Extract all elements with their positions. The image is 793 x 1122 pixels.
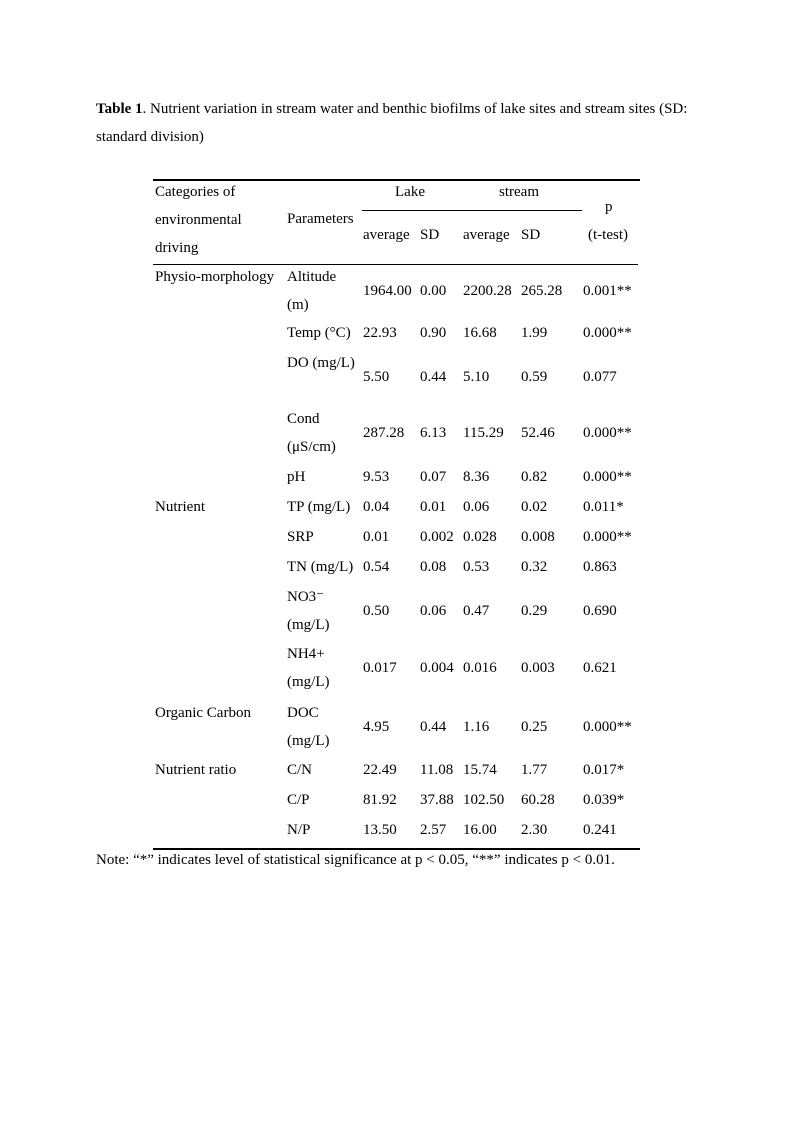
- table-cell-stream-sd: 265.28: [521, 283, 563, 299]
- header-parameters: Parameters: [287, 211, 354, 227]
- table-cell-param: TP (mg/L): [287, 499, 351, 515]
- table-cell-param: pH: [287, 469, 306, 485]
- table-cell-p: 0.077: [583, 369, 617, 385]
- table-cell-lake-avg: 0.50: [363, 603, 390, 619]
- table-cell-stream-sd: 0.02: [521, 499, 548, 515]
- table-cell-stream-sd: 1.77: [521, 762, 548, 778]
- table-cell-p: 0.690: [583, 603, 617, 619]
- table-cell-lake-sd: 37.88: [420, 792, 454, 808]
- header-ttest: (t-test): [588, 227, 628, 243]
- table-cell-stream-avg: 1.16: [463, 719, 490, 735]
- table-note: Note: “*” indicates level of statistical significance at p < 0.05, “**” indicates p < 0.01.: [96, 852, 615, 868]
- table-cell-p: 0.000**: [583, 529, 632, 545]
- table-cell-param: SRP: [287, 529, 314, 545]
- table-caption: [96, 95, 736, 151]
- header-sd-lake: SD: [420, 227, 440, 243]
- table-cell-lake-sd: 0.002: [420, 529, 454, 545]
- table-cell-param: TN (mg/L): [287, 559, 354, 575]
- table-cell-lake-avg: 13.50: [363, 822, 397, 838]
- table-cell-stream-sd: 0.29: [521, 603, 548, 619]
- table-cell-lake-avg: 81.92: [363, 792, 397, 808]
- table-cell-stream-avg: 0.06: [463, 499, 490, 515]
- table-cell-stream-avg: 16.68: [463, 325, 497, 341]
- table-cell-p: 0.621: [583, 660, 617, 676]
- table-cell-stream-avg: 8.36: [463, 469, 490, 485]
- table-cell-param: Altitude (m): [287, 269, 337, 313]
- table-cell-stream-sd: 0.008: [521, 529, 555, 545]
- table-cell-stream-sd: 60.28: [521, 792, 555, 808]
- table-cell-p: 0.001**: [583, 283, 632, 299]
- top-rule: [153, 179, 640, 181]
- header-average-lake: average: [363, 227, 410, 243]
- table-cell-p: 0.863: [583, 559, 617, 575]
- table-cell-stream-avg: 0.53: [463, 559, 490, 575]
- table-cell-lake-sd: 0.07: [420, 469, 447, 485]
- table-cell-p: 0.000**: [583, 425, 632, 441]
- table-cell-param: DOC (mg/L): [287, 705, 330, 749]
- table-cell-lake-sd: 0.44: [420, 369, 447, 385]
- table-cell-p: 0.000**: [583, 719, 632, 735]
- table-cell-stream-sd: 0.003: [521, 660, 555, 676]
- table-cell-category: Organic Carbon: [155, 705, 251, 721]
- lake-subrule: [362, 210, 462, 211]
- header-rule: [153, 264, 638, 265]
- table-cell-lake-avg: 0.01: [363, 529, 390, 545]
- table-cell-lake-sd: 6.13: [420, 425, 447, 441]
- table-cell-p: 0.017*: [583, 762, 625, 778]
- table-cell-stream-sd: 52.46: [521, 425, 555, 441]
- table-cell-lake-avg: 287.28: [363, 425, 405, 441]
- table-cell-category: Nutrient ratio: [155, 762, 237, 778]
- table-cell-p: 0.039*: [583, 792, 625, 808]
- table-cell-lake-avg: 22.49: [363, 762, 397, 778]
- table-cell-stream-avg: 16.00: [463, 822, 497, 838]
- table-cell-lake-sd: 0.90: [420, 325, 447, 341]
- table-cell-param: DO (mg/L): [287, 355, 355, 371]
- table-cell-p: 0.000**: [583, 325, 632, 341]
- table-cell-stream-avg: 0.47: [463, 603, 490, 619]
- table-cell-stream-sd: 0.82: [521, 469, 548, 485]
- table-cell-lake-sd: 0.08: [420, 559, 447, 575]
- table-cell-stream-avg: 15.74: [463, 762, 497, 778]
- table-cell-category: Nutrient: [155, 499, 205, 515]
- table-cell-stream-avg: 102.50: [463, 792, 505, 808]
- table-cell-stream-avg: 2200.28: [463, 283, 512, 299]
- table-cell-lake-avg: 1964.00: [363, 283, 412, 299]
- stream-subrule: [462, 210, 582, 211]
- header-category: Categories of environmental driving: [155, 184, 242, 256]
- table-cell-lake-avg: 0.04: [363, 499, 390, 515]
- table-cell-lake-sd: 0.01: [420, 499, 447, 515]
- table-cell-lake-sd: 2.57: [420, 822, 447, 838]
- bottom-rule: [153, 848, 640, 850]
- table-cell-param: Temp (°C): [287, 325, 351, 341]
- table-cell-lake-sd: 0.00: [420, 283, 447, 299]
- table-cell-param: C/N: [287, 762, 313, 778]
- table-cell-category: Physio-morphology: [155, 269, 275, 285]
- table-cell-param: NH4+ (mg/L): [287, 646, 330, 690]
- header-lake: Lake: [395, 184, 425, 200]
- table-cell-lake-sd: 0.44: [420, 719, 447, 735]
- table-cell-param: C/P: [287, 792, 310, 808]
- table-cell-param: N/P: [287, 822, 311, 838]
- table-cell-stream-avg: 0.028: [463, 529, 497, 545]
- table-cell-lake-sd: 11.08: [420, 762, 454, 778]
- table-cell-lake-avg: 9.53: [363, 469, 390, 485]
- table-cell-p: 0.241: [583, 822, 617, 838]
- table-cell-stream-sd: 0.59: [521, 369, 548, 385]
- table-cell-stream-sd: 0.25: [521, 719, 548, 735]
- table-cell-lake-sd: 0.06: [420, 603, 447, 619]
- header-p: p: [605, 199, 613, 215]
- table-cell-stream-avg: 0.016: [463, 660, 497, 676]
- table-cell-lake-avg: 4.95: [363, 719, 390, 735]
- table-cell-lake-avg: 0.54: [363, 559, 390, 575]
- header-sd-stream: SD: [521, 227, 541, 243]
- table-cell-stream-sd: 1.99: [521, 325, 548, 341]
- table-cell-stream-avg: 115.29: [463, 425, 504, 441]
- table-cell-lake-sd: 0.004: [420, 660, 454, 676]
- table-cell-stream-sd: 2.30: [521, 822, 548, 838]
- table-cell-lake-avg: 0.017: [363, 660, 397, 676]
- table-cell-stream-avg: 5.10: [463, 369, 490, 385]
- table-cell-param: NO3⁻ (mg/L): [287, 589, 330, 633]
- table-label: Table 1: [96, 101, 143, 117]
- table-cell-stream-sd: 0.32: [521, 559, 548, 575]
- table-cell-param: Cond (μS/cm): [287, 411, 336, 455]
- table-cell-p: 0.000**: [583, 469, 632, 485]
- caption-text: . Nutrient variation in stream water and benthic biofilms of lake sites and stream sites (SD: standard division): [96, 101, 688, 145]
- table-cell-lake-avg: 5.50: [363, 369, 390, 385]
- table-cell-p: 0.011*: [583, 499, 624, 515]
- header-average-stream: average: [463, 227, 510, 243]
- table-cell-lake-avg: 22.93: [363, 325, 397, 341]
- header-stream: stream: [499, 184, 539, 200]
